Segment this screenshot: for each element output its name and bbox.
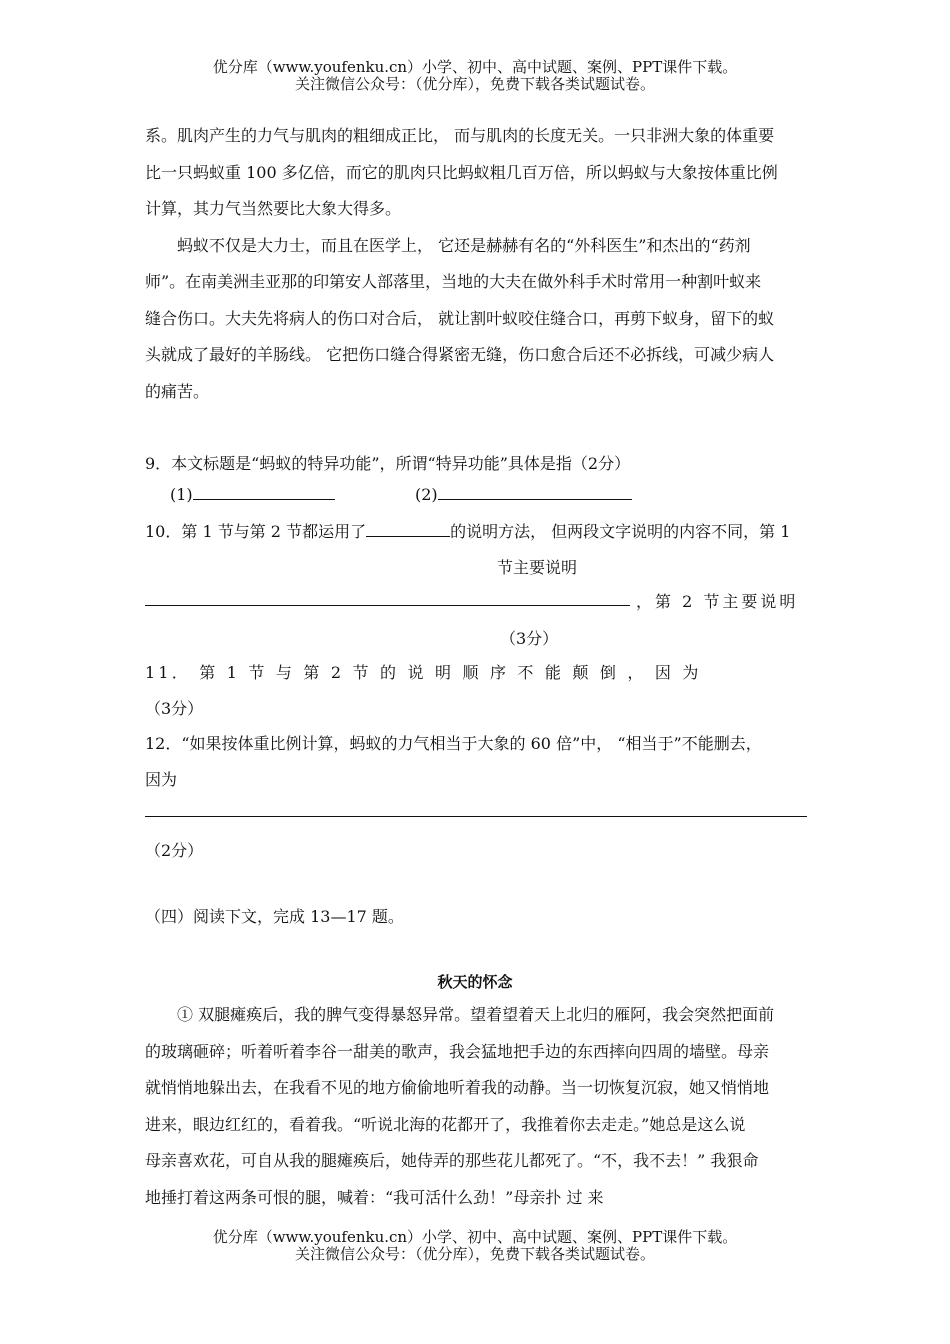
item-label: (2): [415, 485, 438, 504]
answer-line[interactable]: [145, 816, 807, 817]
question-10-score: （3分）: [500, 629, 559, 648]
passage-paragraphs: [145, 118, 810, 410]
article-line: 进来，眼边红红的，看着我。“听说北海的花都开了，我推着你去走走。”她总是这么说: [145, 1114, 746, 1134]
article-line: 就悄悄地躲出去，在我看不见的地方偷偷地听着我的动静。当一切恢复沉寂，她又悄悄地: [145, 1078, 770, 1097]
answer-blank[interactable]: [193, 485, 335, 500]
question-12: 12．“如果按体重比例计算，蚂蚁的力气相当于大象的 60 倍”中， “相当于”不能删去，: [145, 734, 762, 753]
article-title: 秋天的怀念: [437, 973, 513, 991]
question-9-item-2: [415, 485, 950, 504]
question-10-line-2: 节主要说明: [497, 558, 578, 577]
question-10-text-a: 10．第 1 节与第 2 节都运用了: [145, 522, 367, 541]
question-11: 11． 第 1 节 与 第 2 节 的 说 明 顺 序 不 能 颠 倒 ， 因 为: [145, 663, 702, 682]
article-line: 地捶打着这两条可恨的腿，喊着：“我可活什么劲！”母亲扑 过 来: [145, 1187, 604, 1207]
passage-line: 系。肌肉产生的力气与肌肉的粗细成正比， 而与肌肉的长度无关。一只非洲大象的体重要: [145, 126, 775, 145]
question-11-score: （3分）: [145, 699, 204, 718]
answer-blank[interactable]: [438, 485, 632, 500]
question-12-line-2: 因为: [145, 770, 178, 789]
item-label: (1): [170, 485, 193, 504]
page-footer: [0, 1229, 950, 1263]
passage-line: 头就成了最好的羊肠线。 它把伤口缝合得紧密无缝，伤口愈合后还不必拆线，可减少病人: [145, 345, 775, 364]
article-line: ① 双腿瘫痪后，我的脾气变得暴怒异常。望着望着天上北归的雁阿，我会突然把面前: [145, 1005, 775, 1024]
passage-line: 的痛苦。: [145, 381, 210, 401]
article-line: 母亲喜欢花，可自从我的腿瘫痪后，她侍弄的那些花儿都死了。“不，我不去！” 我狠命: [145, 1151, 759, 1170]
question-12-score: （2分）: [145, 841, 204, 860]
passage-line: 计算，其力气当然要比大象大得多。: [145, 199, 402, 218]
passage-line: 比一只蚂蚁重 100 多亿倍，而它的肌肉只比蚂蚁粗几百万倍，所以蚂蚁与大象按体重比例: [145, 162, 778, 182]
footer-line-1: 优分库（www.youfenku.cn）小学、初中、高中试题、案例、PPT课件下载。: [212, 1228, 738, 1246]
header-line-1: 优分库（www.youfenku.cn）小学、初中、高中试题、案例、PPT课件下载。: [212, 58, 738, 76]
passage-line: 师”。在南美洲圭亚那的印第安人部落里，当地的大夫在做外科手术时常用一种割叶蚁来: [145, 272, 762, 291]
page-header: [0, 59, 950, 93]
passage-line: 缝合伤口。大夫先将病人的伤口对合后， 就让割叶蚁咬住缝合口，再剪下蚁身，留下的蚁: [145, 308, 775, 328]
answer-line[interactable]: [145, 605, 630, 606]
answer-blank[interactable]: [366, 522, 450, 537]
article-paragraphs: [145, 997, 810, 1216]
question-10: [145, 519, 810, 542]
section-4-intro: （四）阅读下文，完成 13—17 题。: [145, 907, 404, 926]
passage-line: 蚂蚁不仅是大力士，而且在医学上， 它还是赫赫有名的“外科医生”和杰出的“药剂: [145, 235, 751, 255]
header-line-2: 关注微信公众号：（优分库），免费下载各类试题试卷。: [294, 75, 655, 93]
footer-line-2: 关注微信公众号：（优分库），免费下载各类试题试卷。: [294, 1245, 655, 1263]
question-9: 9．本文标题是“蚂蚁的特异功能”，所谓“特异功能”具体是指（2分）: [145, 454, 631, 473]
article-line: 的玻璃砸碎；听着听着李谷一甜美的歌声，我会猛地把手边的东西摔向四周的墙壁。母亲: [145, 1041, 770, 1061]
question-10-line-3: ，第 2 节主要说明: [636, 592, 799, 611]
question-10-text-b: 的说明方法， 但两段文字说明的内容不同，第 1: [450, 522, 791, 541]
